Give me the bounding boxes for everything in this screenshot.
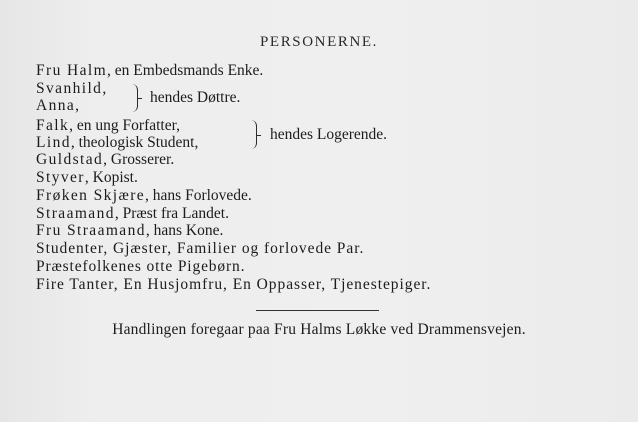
character-falk [36,117,180,135]
character-fru-straamand [36,222,223,240]
character-styver [36,169,138,187]
character-name: Styver [36,169,85,186]
character-skjaere [36,187,252,205]
character-straamand [36,205,229,223]
setting-note: Handlingen foregaar paa Fru Halms Løkke ved Drammensvejen. [112,321,526,338]
lodgers-label: hendes Logerende. [270,126,388,143]
character-svanhild: Svanhild, [36,80,108,97]
lodgers-brace [251,120,257,149]
character-name: Falk [36,117,70,134]
character-name: Lind [36,134,71,151]
character-description: , Kopist. [84,169,138,186]
character-name: Straamand [36,205,115,222]
character-name: Frøken Skjære [36,187,146,204]
character-description: , theologisk Student, [70,134,199,151]
page-heading: PERSONERNE. [259,34,379,50]
character-lind [36,134,198,152]
character-description: , Grosserer. [103,151,175,168]
character-description: , hans Forlovede. [145,187,252,204]
character-name: Fru Halm [36,62,108,79]
character-fru-halm [36,62,263,80]
character-name: Guldstad [36,151,104,168]
character-name: Fru Straamand [36,222,146,239]
extras-students: Studenter, Gjæster, Familier og forlovede Par. [36,240,365,257]
character-description: , hans Kone. [145,222,224,239]
character-description: , en ung Forfatter, [69,117,181,134]
character-description: , en Embedsmands Enke. [107,62,264,79]
extras-daughters: Præstefolkenes otte Pigebørn. [36,258,246,275]
character-guldstad [36,151,174,169]
character-description: , Præst fra Landet. [114,205,229,222]
daughters-brace [132,84,138,112]
section-divider [256,310,379,311]
character-anna: Anna, [36,97,81,114]
daughters-label: hendes Døttre. [150,89,241,106]
extras-servants: Fire Tanter, En Husjomfru, En Oppasser, Tjenestepiger. [36,276,432,293]
